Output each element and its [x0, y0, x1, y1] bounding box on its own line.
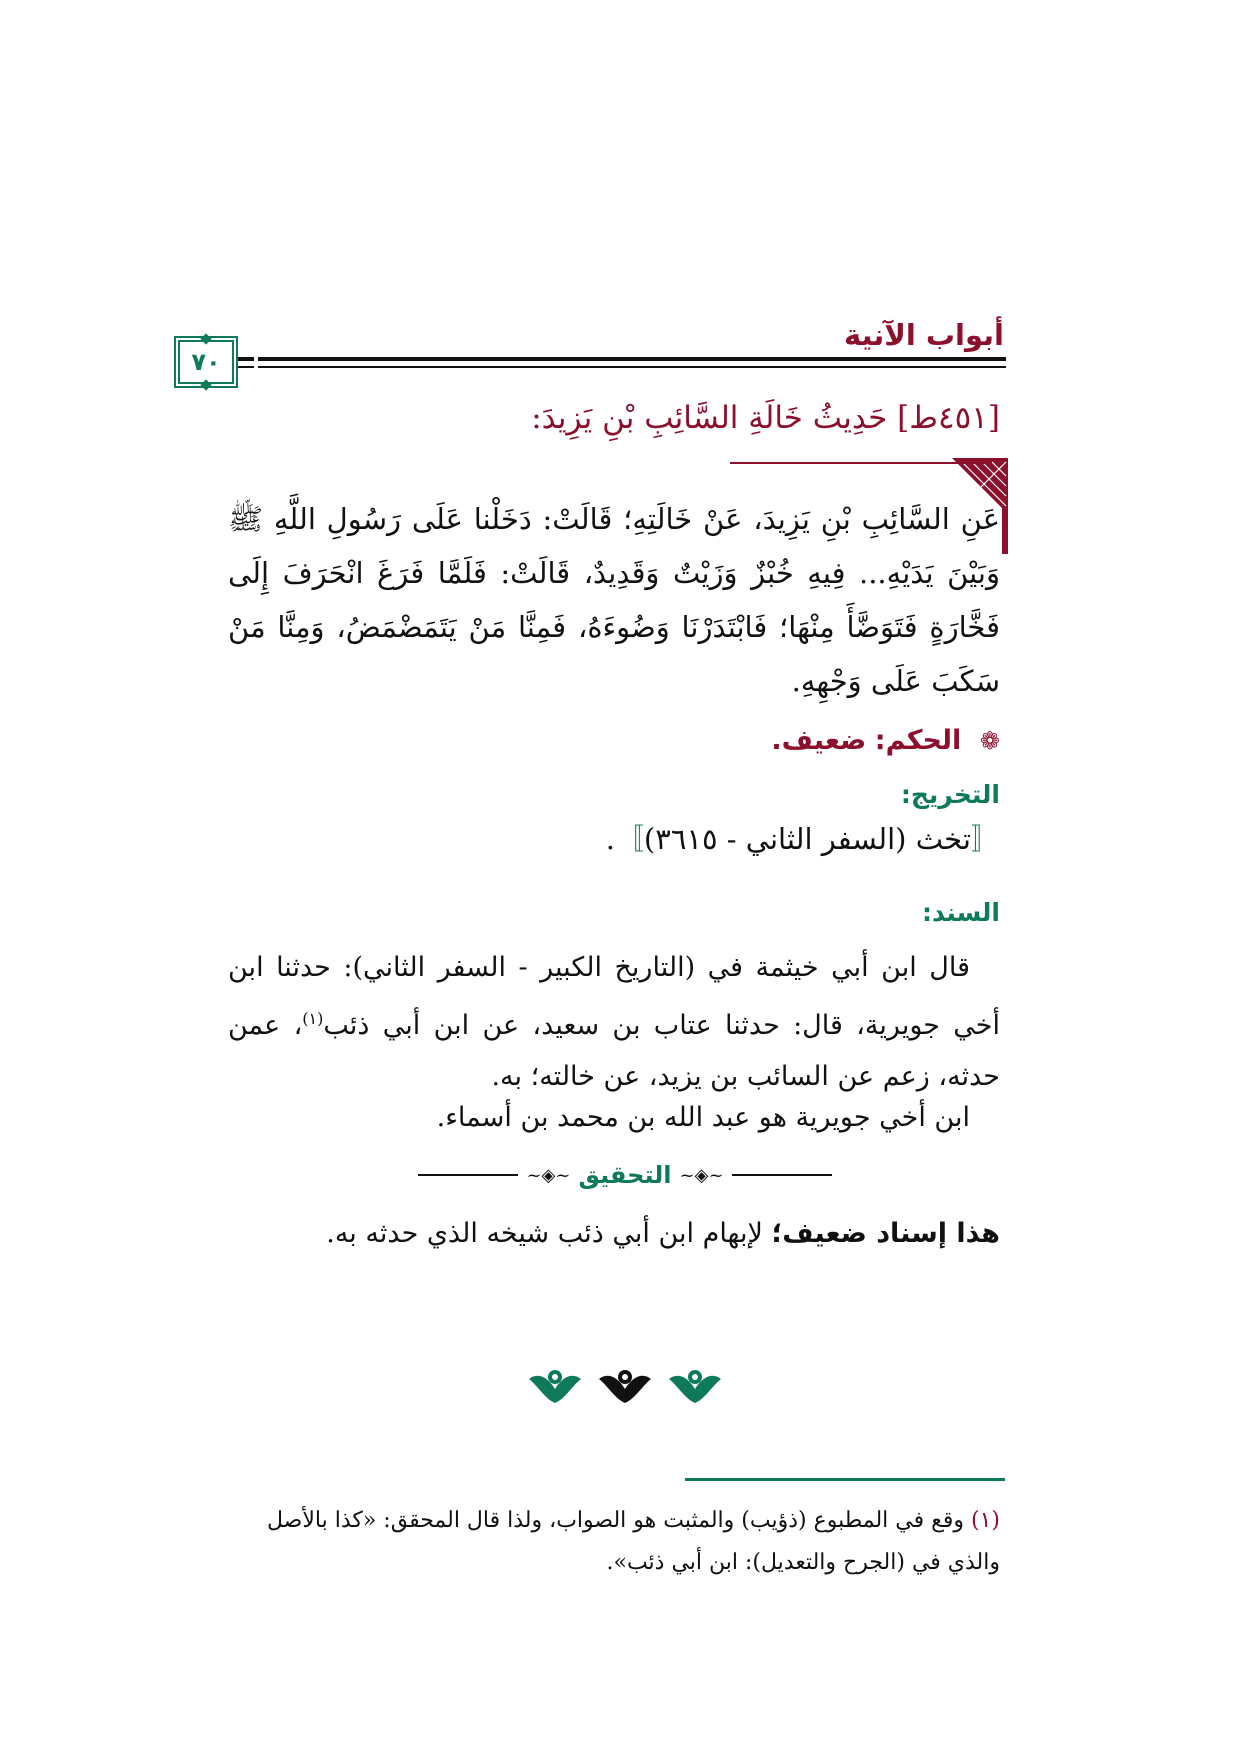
footnote-ref: (١) — [302, 1009, 324, 1028]
ruling-label: الحكم: — [874, 725, 962, 756]
header-rule — [234, 366, 254, 368]
header-rule — [234, 357, 254, 361]
running-title: أبواب الآنية — [843, 318, 1004, 352]
hadith-matn: عَنِ السَّائِبِ بْنِ يَزِيدَ، عَنْ خَالَتِهِ؛ قَالَتْ: دَخَلْنا عَلَى رَسُولِ اللَّهِ ﷺ وَبَيْنَ يَدَيْهِ... فِيهِ خُبْزٌ وَزَيْتٌ وَقَدِيدٌ، قَالَتْ: فَلَمَّا فَرَغَ انْحَرَفَ إِلَى فَخَّارَةٍ فَتَوَضَّأَ مِنْهَا؛ فَابْتَدَرْنَا وَضُوءَهُ، فَمِنَّا مَنْ يَتَمَضْمَضُ، وَمِنَّا مَنْ سَكَبَ عَلَى وَجْهِهِ. — [228, 502, 1000, 698]
footnote-rule — [685, 1478, 1005, 1481]
conclusion-rest: لإبهام ابن أبي ذئب شيخه الذي حدثه به. — [326, 1218, 772, 1249]
ruling-value: ضعيف — [781, 725, 867, 756]
header-rule — [258, 357, 1006, 361]
ruling: ❁ الحكم: ضعيف. — [771, 725, 1000, 756]
footnote-number: (١) — [970, 1508, 1000, 1533]
divider-line — [418, 1174, 518, 1176]
header-rule — [258, 366, 1006, 368]
tahqiq-label: التحقيق — [578, 1161, 672, 1189]
hadith-heading: [٤٥١ط] حَدِيثُ خَالَةِ السَّائِبِ بْنِ يَزِيدَ: — [531, 400, 1000, 436]
page-number-text: ٧٠ — [191, 348, 221, 376]
sanad-part-2: ، عمن حدثه، زعم عن السائب بن يزيد، عن خالته؛ به. — [228, 1010, 1000, 1092]
page-number — [178, 340, 234, 384]
swirl-icon: ~◈~ — [526, 1164, 571, 1186]
sanad-part-1: قال ابن أبي خيثمة في (التاريخ الكبير - السفر الثاني): حدثنا ابن أخي جويرية، قال: حدثنا عتاب بن سعيد، عن ابن أبي ذئب — [228, 952, 1000, 1041]
takhrij-label: التخريج: — [900, 780, 1000, 809]
bracket-close: 〛 — [614, 822, 644, 856]
tahqiq-divider — [400, 1160, 850, 1190]
footnote-text: وقع في المطبوع (ذؤيب) والمثبت هو الصواب، ولذا قال المحقق: «كذا بالأصل والذي في (الجرح والتعديل): ابن أبي ذئب». — [267, 1508, 1000, 1575]
takhrij-text: تخث (السفر الثاني - ٣٦١٥) — [643, 822, 971, 856]
sanad-label: السند: — [921, 898, 1000, 927]
footnote — [210, 1500, 1000, 1584]
matn-top-line — [730, 462, 992, 464]
conclusion-bold: هذا إسناد ضعيف؛ — [771, 1218, 1000, 1249]
conclusion — [326, 1218, 1000, 1249]
end-ornament-icon — [520, 1360, 730, 1410]
sanad-text — [228, 942, 1000, 1102]
flower-icon: ❁ — [979, 727, 1000, 755]
swirl-icon: ~◈~ — [679, 1164, 724, 1186]
bracket-open: 〚 — [970, 822, 1000, 856]
narrator-note: ابن أخي جويرية هو عبد الله بن محمد بن أسماء. — [436, 1102, 970, 1133]
takhrij-line: 〚تخث (السفر الثاني - ٣٦١٥)〛. — [605, 822, 1000, 856]
divider-line — [732, 1174, 832, 1176]
